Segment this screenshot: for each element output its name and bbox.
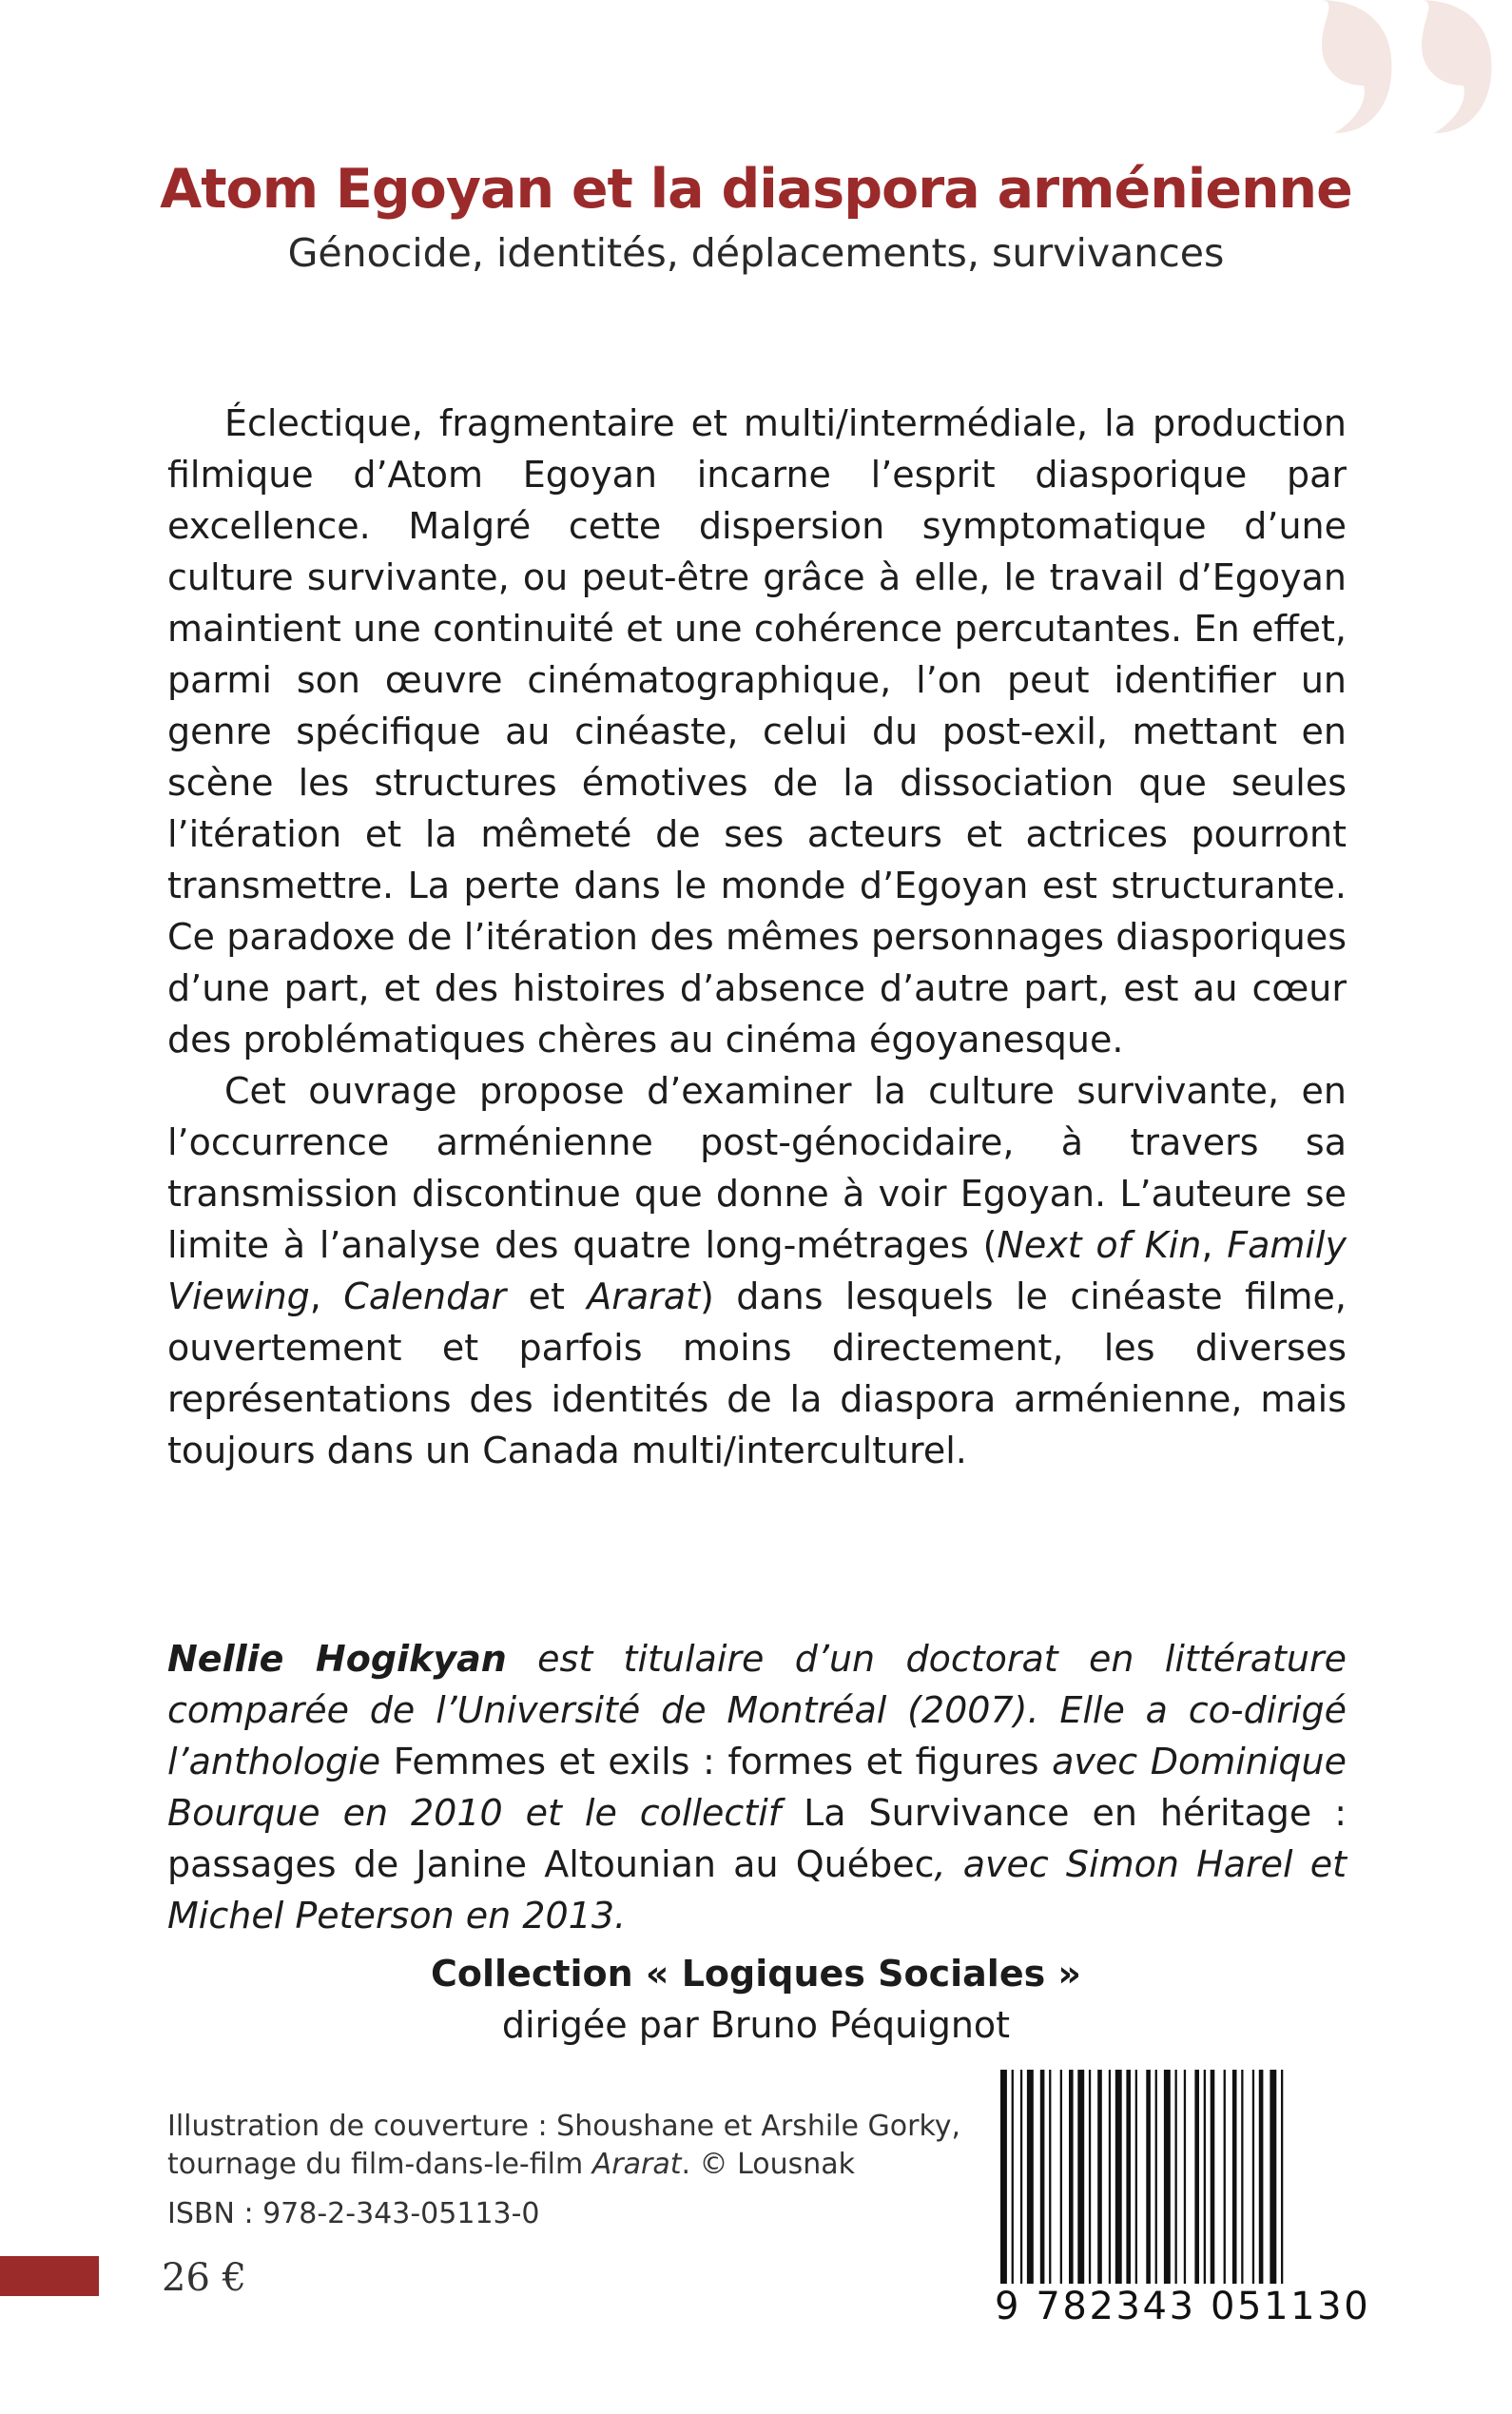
film-title: Family Viewing: [167, 1224, 1347, 1317]
credit-line-2: [167, 2146, 960, 2184]
barcode-bar: [1069, 2070, 1074, 2284]
barcode-bar: [1175, 2070, 1177, 2284]
barcode-bar: [1164, 2070, 1171, 2284]
collection-director: dirigée par Bruno Péquignot: [501, 2004, 1011, 2046]
film-title: Calendar: [343, 1275, 507, 1317]
credit-line-1: Illustration de couverture : Shoushane et Arshile Gorky,: [167, 2110, 961, 2143]
barcode-bar: [1211, 2070, 1215, 2284]
blurb-paragraph-2: [167, 1065, 1347, 1476]
blurb-text: et: [506, 1275, 588, 1317]
barcode-bar: [1270, 2070, 1276, 2284]
collective-title: La Survivance en héritage : passages de Janine Altounian au Québec: [167, 1792, 1347, 1885]
barcode-bar: [1232, 2070, 1237, 2284]
barcode-bar: [1194, 2070, 1199, 2284]
barcode-bar: [1281, 2070, 1283, 2284]
collection-info: [0, 1948, 1512, 2051]
credit-text: tournage du film-dans-le-film: [167, 2148, 592, 2181]
barcode-digits: 9 782343 051130: [989, 2285, 1376, 2328]
barcode-bar: [1060, 2070, 1062, 2284]
cover-credit: [167, 2108, 960, 2184]
accent-bar: [0, 2256, 99, 2296]
blurb: [167, 398, 1347, 1476]
blurb-text: ) dans lesquels le cinéaste filme, ouvertement et parfois moins directement, les diverses représentations des identités de la diaspora arménienne, mais toujours dans un Canada multi/interculturel.: [167, 1275, 1347, 1471]
barcode-bar: [1241, 2070, 1243, 2284]
barcode-bar: [1252, 2070, 1254, 2284]
barcode-bar: [1204, 2070, 1206, 2284]
barcode-bar: [1259, 2070, 1264, 2284]
book-title: Atom Egoyan et la diaspora arménienne: [160, 158, 1352, 221]
price: 26 €: [162, 2256, 247, 2300]
author-bio-text: , avec Simon Harel et Michel Peterson en 2013.: [167, 1843, 1347, 1937]
barcode-bar: [1040, 2070, 1045, 2284]
barcode-bar: [1027, 2070, 1034, 2284]
anthology-title: Femmes et exils : formes et figures: [393, 1741, 1039, 1782]
author-bio-text: avec Dominique Bourque en 2010 et le collectif: [167, 1741, 1347, 1834]
book-subtitle: Génocide, identités, déplacements, survivances: [287, 230, 1225, 276]
barcode-bar: [1146, 2070, 1151, 2284]
barcode-bar: [1224, 2070, 1226, 2284]
blurb-text: ,: [309, 1275, 344, 1317]
author-bio-text: est titulaire d’un doctorat en littérature comparée de l’Université de Montréal (2007). Elle a co-dirigé l’anthologie: [167, 1638, 1347, 1782]
barcode-bar: [1000, 2070, 1007, 2284]
quote-mark-icon: [1301, 0, 1512, 143]
collection-name: Collection « Logiques Sociales »: [431, 1953, 1081, 1995]
barcode-bar: [1089, 2070, 1091, 2284]
author-bio: [167, 1633, 1347, 1941]
author-name: Nellie Hogikyan: [167, 1638, 507, 1680]
barcode-bar: [1115, 2070, 1122, 2284]
barcode-bar: [1126, 2070, 1131, 2284]
barcode-bar: [1155, 2070, 1157, 2284]
blurb-text: ,: [1201, 1224, 1228, 1266]
blurb-paragraph-1: Éclectique, fragmentaire et multi/intermédiale, la production filmique d’Atom Egoyan incarne l’esprit diasporique par excellence. Malgré cette dispersion symptomatique d’une culture survivante, ou peut-être grâce à elle, le travail d’Egoyan maintient une continuité et une cohérence percutantes. En effet, parmi son œuvre cinématographique, l’on peut identifier un genre spécifique au cinéaste, celui du post-exil, mettant en scène les structures émotives de la dissociation que seules l’itération et la mêmeté de ses acteurs et actrices pourront transmettre. La perte dans le monde d’Egoyan est structurante. Ce paradoxe de l’itération des mêmes personnages diasporiques d’une part, et des histoires d’absence d’autre part, est au cœur des problématiques chères au cinéma égoyanesque.: [167, 402, 1347, 1061]
barcode-bar: [1109, 2070, 1111, 2284]
blurb-text: Cet ouvrage propose d’examiner la culture survivante, en l’occurrence arménienne post-génocidaire, à travers sa transmission discontinue que donne à voir Egoyan. L’auteure se limite à l’analyse des quatre long-métrages (: [167, 1070, 1347, 1266]
film-title: Next of Kin: [997, 1224, 1202, 1266]
isbn: ISBN : 978-2-343-05113-0: [167, 2197, 540, 2230]
barcode-bar: [1020, 2070, 1022, 2284]
barcode-bar: [1097, 2070, 1102, 2284]
credit-text: . © Lousnak: [681, 2148, 856, 2181]
credit-film: Ararat: [591, 2148, 682, 2181]
barcode-bar: [1012, 2070, 1014, 2284]
barcode-bar: [1049, 2070, 1051, 2284]
film-title: Ararat: [587, 1275, 700, 1317]
barcode-bar: [1184, 2070, 1186, 2284]
barcode-bar: [1077, 2070, 1084, 2284]
barcode-bar: [1135, 2070, 1137, 2284]
